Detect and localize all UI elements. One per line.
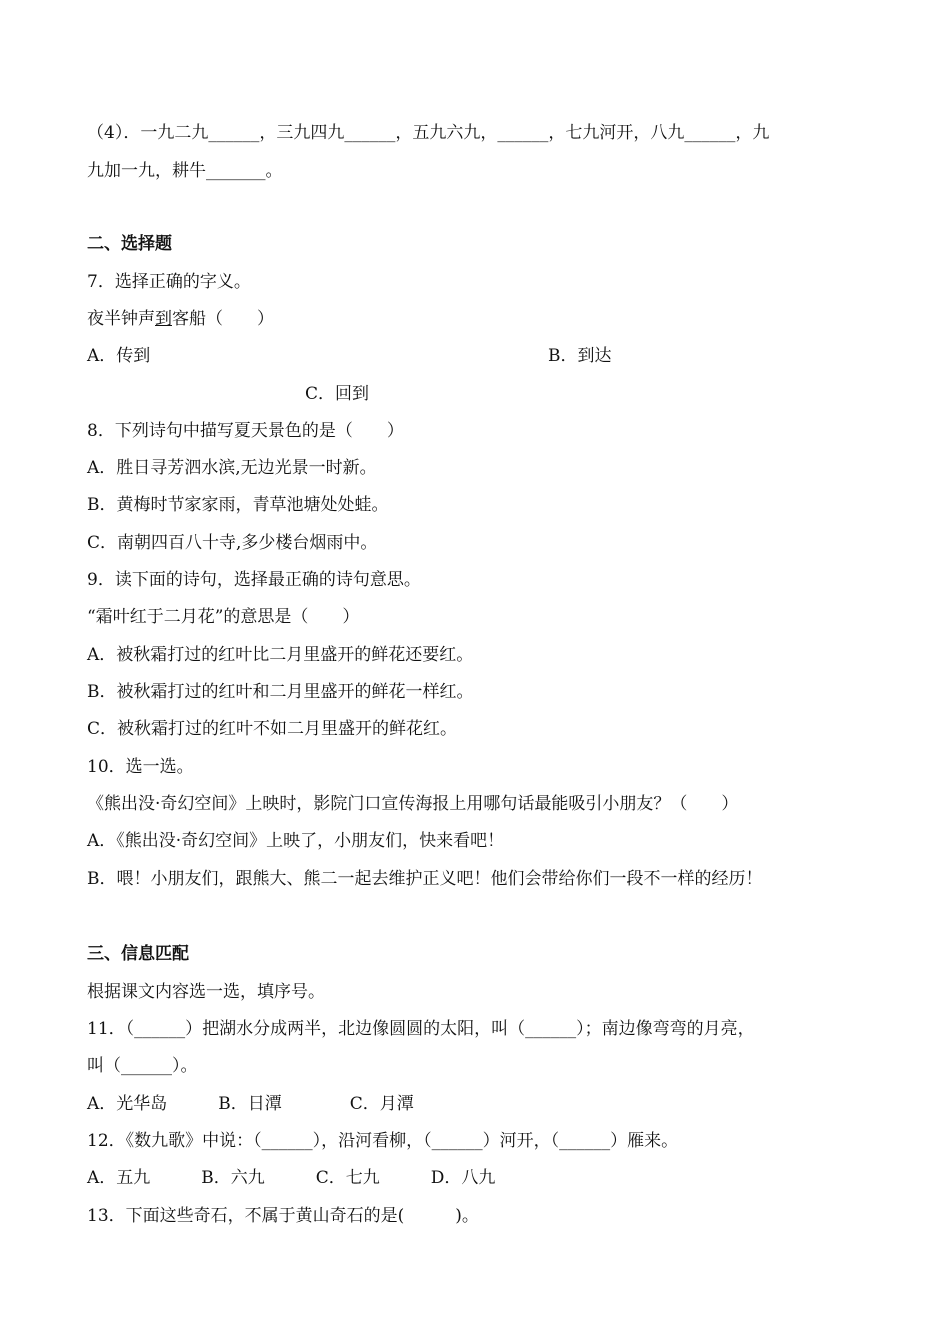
q10-option-a: A．《熊出没·奇幻空间》上映了，小朋友们，快来看吧！ <box>87 831 505 851</box>
q7-underlined-char: 到 <box>155 309 172 329</box>
q9-option-c: C．被秋霜打过的红叶不如二月里盛开的鲜花红。 <box>87 719 458 739</box>
q7-stem: 7．选择正确的字义。 <box>87 272 251 292</box>
q8-stem: 8．下列诗句中描写夏天景色的是（ ） <box>87 421 404 441</box>
q7-option-c: C．回到 <box>305 384 370 404</box>
q7-option-b: B．到达 <box>548 346 612 366</box>
section-2-title: 二、选择题 <box>87 234 172 254</box>
q8-option-b: B．黄梅时节家家雨，青草池塘处处蛙。 <box>87 495 389 515</box>
q11-line2: 叫（______）。 <box>87 1056 198 1076</box>
q7-option-a: A．传到 <box>87 346 151 366</box>
q6-4-line2: 九加一九，耕牛_______。 <box>87 161 283 181</box>
q10-prompt: 《熊出没·奇幻空间》上映时，影院门口宣传海报上用哪句话最能吸引小朋友？（ ） <box>87 794 739 814</box>
q8-option-a: A．胜日寻芳泗水滨,无边光景一时新。 <box>87 458 377 478</box>
q9-prompt: “霜叶红于二月花”的意思是（ ） <box>87 607 360 627</box>
q9-option-a: A．被秋霜打过的红叶比二月里盛开的鲜花还要红。 <box>87 645 474 665</box>
q11-options: A．光华岛 B．日潭 C．月潭 <box>87 1094 414 1114</box>
section-3-instruction: 根据课文内容选一选，填序号。 <box>87 982 325 1002</box>
q12-options: A．五九 B．六九 C．七九 D．八九 <box>87 1168 496 1188</box>
section-3-title: 三、信息匹配 <box>87 944 189 964</box>
q9-stem: 9．读下面的诗句，选择最正确的诗句意思。 <box>87 570 421 590</box>
q9-option-b: B．被秋霜打过的红叶和二月里盛开的鲜花一样红。 <box>87 682 474 702</box>
q7-sentence-post: 客船（ ） <box>172 309 274 329</box>
q10-option-b: B．喂！小朋友们，跟熊大、熊二一起去维护正义吧！他们会带给你们一段不一样的经历！ <box>87 869 763 889</box>
q6-4-line1: （4）．一九二九______，三九四九______，五九六九，______，七九河开，八九______，九 <box>87 123 770 143</box>
q10-stem: 10．选一选。 <box>87 757 194 777</box>
q7-sentence-pre: 夜半钟声 <box>87 309 155 329</box>
q8-option-c: C．南朝四百八十寺,多少楼台烟雨中。 <box>87 533 378 553</box>
q12-line1: 12．《数九歌》中说：（______），沿河看柳，（______）河开，（______）雁来。 <box>87 1131 679 1151</box>
q7-sentence <box>87 308 274 330</box>
q11-line1: 11．（______）把湖水分成两半，北边像圆圆的太阳，叫（______）；南边像弯弯的月亮， <box>87 1019 755 1039</box>
q13-stem: 13．下面这些奇石，不属于黄山奇石的是( )。 <box>87 1206 479 1226</box>
